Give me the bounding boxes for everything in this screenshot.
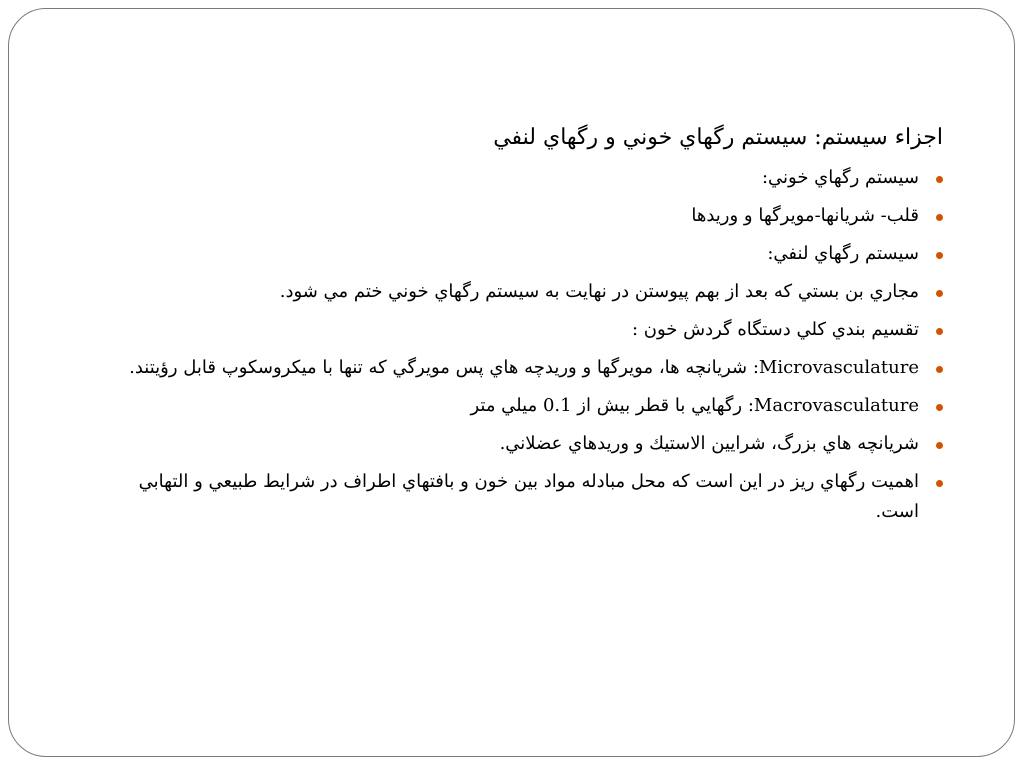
bullet-dot-icon: [936, 176, 943, 183]
slide: [8, 8, 1015, 757]
bullet-text: سيستم رگهاي لنفي:: [767, 243, 919, 264]
bullet-dot-icon: [936, 404, 943, 411]
bullet-text: Macrovasculature: رگهايي با قطر بيش از 0.1 ميلي متر: [470, 395, 919, 416]
bullet-text: مجاري بن بستي كه بعد از بهم پيوستن در نهايت به سيستم رگهاي خوني ختم مي شود.: [279, 281, 919, 302]
bullet-list: [109, 163, 943, 527]
bullet-item: [109, 277, 943, 307]
bullet-item: [109, 239, 943, 269]
bullet-dot-icon: [936, 480, 943, 487]
bullet-text: تقسيم بندي كلي دستگاه گردش خون :: [631, 319, 919, 340]
bullet-text: اهميت رگهاي ريز در اين است كه محل مبادله مواد بين خون و بافتهاي اطراف در شرايط طبيعي و التهابي است.: [138, 471, 919, 522]
bullet-item: [109, 201, 943, 231]
slide-title: اجزاء سيستم: سيستم رگهاي خوني و رگهاي لنفي: [493, 125, 943, 150]
bullet-item: [109, 315, 943, 345]
bullet-dot-icon: [936, 252, 943, 259]
bullet-item: [109, 353, 943, 383]
bullet-text: Microvasculature: شريانچه ها، مويرگها و وريدچه هاي پس مويرگي كه تنها با ميكروسكوپ قابل رؤيتند.: [129, 357, 919, 378]
bullet-dot-icon: [936, 366, 943, 373]
bullet-item: [109, 429, 943, 459]
bullet-text: شريانچه هاي بزرگ، شرايين الاستيك و وريدهاي عضلاني.: [499, 433, 919, 454]
bullet-item: [109, 163, 943, 193]
bullet-dot-icon: [936, 290, 943, 297]
bullet-text: قلب- شريانها-مويرگها و وريدها: [691, 205, 919, 226]
bullet-dot-icon: [936, 214, 943, 221]
slide-content: [109, 113, 943, 535]
bullet-item: [109, 391, 943, 421]
bullet-text: سيستم رگهاي خوني:: [761, 167, 919, 188]
bullet-item: [109, 467, 943, 527]
bullet-dot-icon: [936, 442, 943, 449]
bullet-dot-icon: [936, 328, 943, 335]
